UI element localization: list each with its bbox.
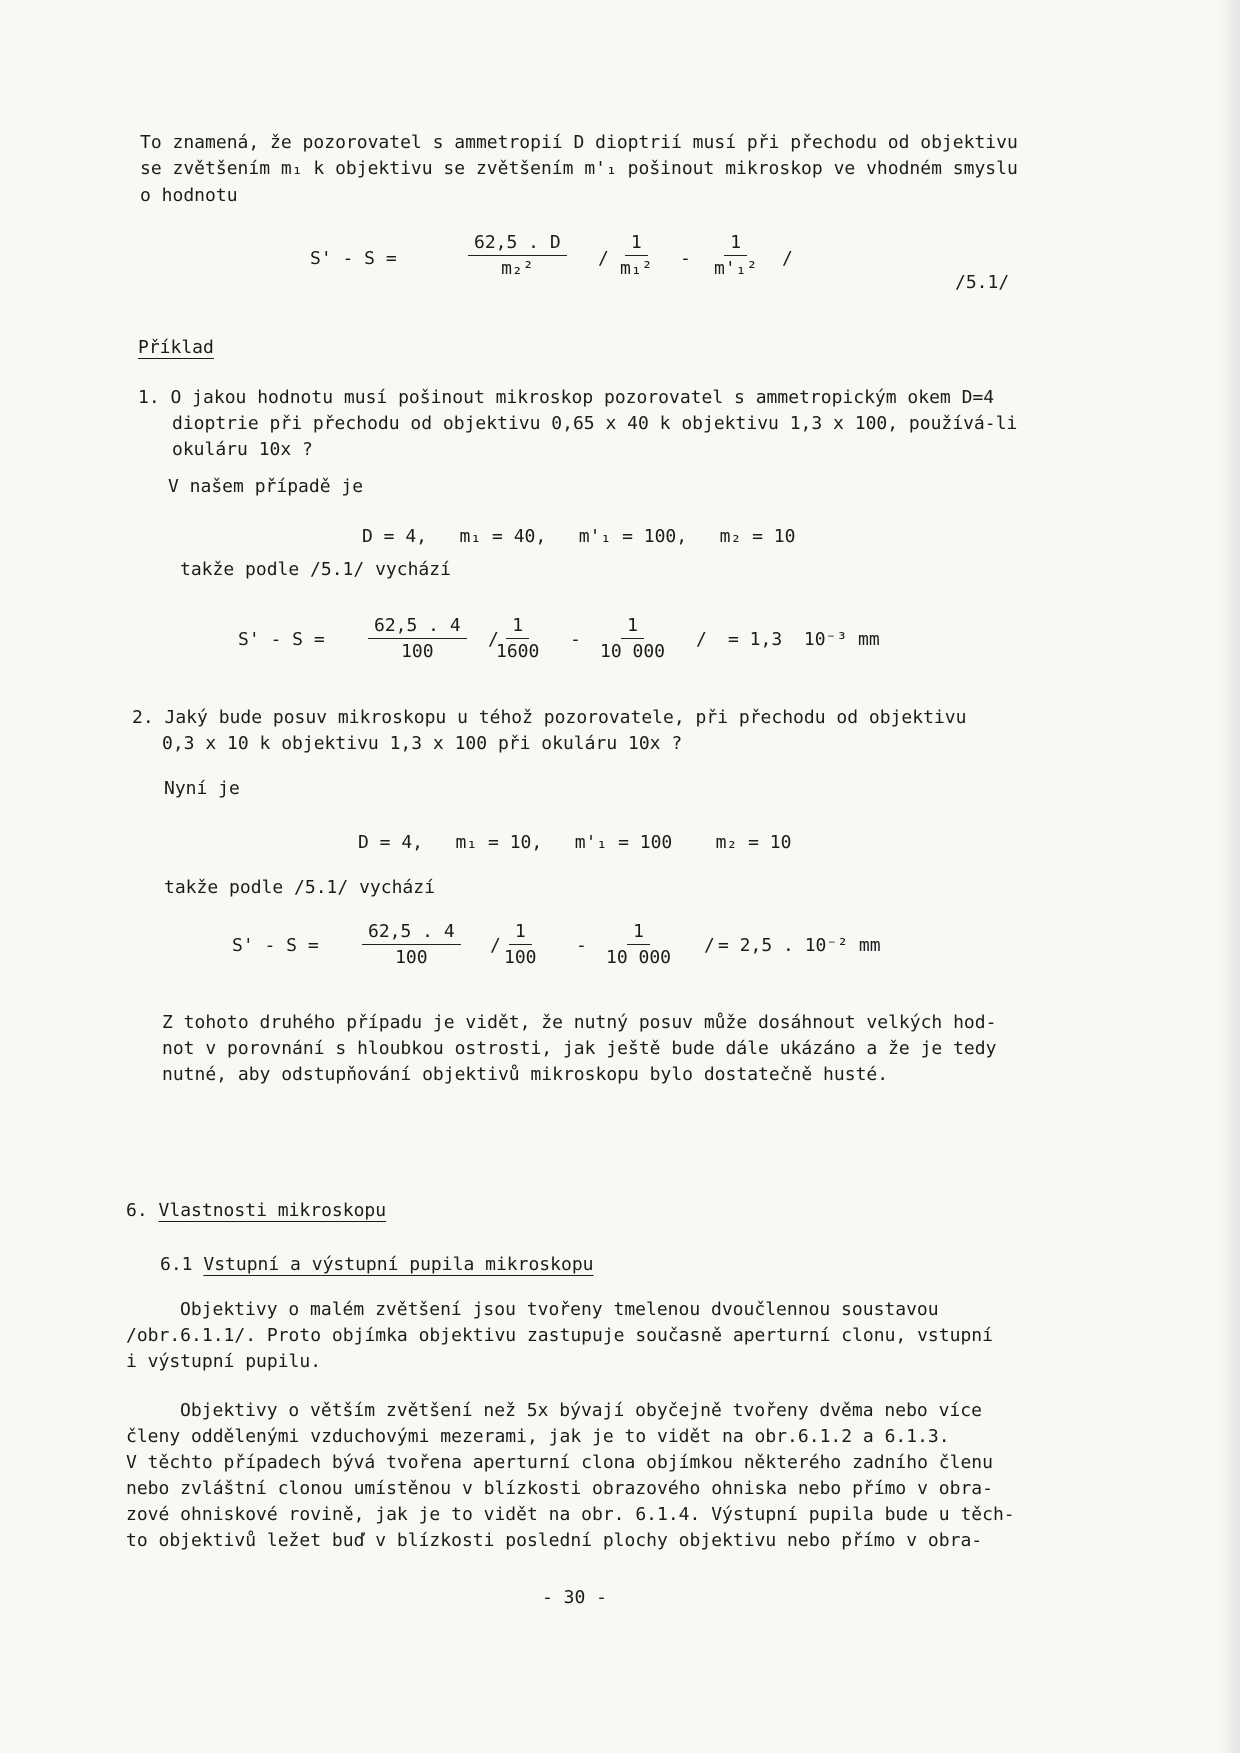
para2-line-1: Objektivy o větším zvětšení než 5x bývají obyčejně tvořeny dvěma nebo více [180, 1400, 982, 1421]
fraction-denominator: m₂² [501, 258, 534, 279]
bracket-open: / [490, 935, 501, 956]
ex2-case-intro: Nyní je [164, 778, 240, 799]
ex1-question-line-2: dioptrie při přechodu od objektivu 0,65 x 40 k objektivu 1,3 x 100, používá-li [172, 413, 1018, 434]
ex1-question-line-3: okuláru 10x ? [172, 439, 313, 460]
ex2-main-fraction [362, 921, 461, 968]
para1-line-1: Objektivy o malém zvětšení jsou tvořeny tmelenou dvoučlennou soustavou [180, 1299, 939, 1320]
ex2-question-line-1: 2. Jaký bude posuv mikroskopu u téhož pozorovatele, při přechodu od objektivu [132, 707, 967, 728]
para2-line-2: členy oddělenými vzduchovými mezerami, jak je to vidět na obr.6.1.2 a 6.1.3. [126, 1426, 950, 1447]
fraction-numerator: 1 [509, 921, 532, 945]
ex2-result: = 2,5 . 10⁻² mm [718, 935, 881, 956]
ex1-fraction-1 [496, 615, 539, 662]
formula-lhs: S' - S = [232, 935, 319, 956]
ex1-result: = 1,3 10⁻³ mm [728, 629, 880, 650]
formula-main-fraction [468, 232, 567, 279]
fraction-numerator: 62,5 . 4 [368, 615, 467, 639]
minus-sign: - [576, 935, 587, 956]
ex1-main-fraction [368, 615, 467, 662]
ex2-so: takže podle /5.1/ vychází [164, 877, 435, 898]
fraction-denominator: 10 000 [600, 641, 666, 662]
subsection-title: Vstupní a výstupní pupila mikroskopu [203, 1254, 594, 1275]
ex2-values: D = 4, m₁ = 10, m'₁ = 100 m₂ = 10 [358, 832, 792, 853]
fraction-denominator: 10 000 [606, 947, 672, 968]
intro-line-2: se zvětšením m₁ k objektivu se zvětšením m'₁ pošinout mikroskop ve vhodném smyslu [140, 158, 1018, 179]
fraction-numerator: 62,5 . D [468, 232, 567, 256]
formula-fraction-1 [620, 232, 653, 279]
formula-fraction-2 [714, 232, 757, 279]
page-number: - 30 - [542, 1587, 608, 1608]
fraction-denominator: 100 [401, 641, 434, 662]
intro-line-3: o hodnotu [140, 185, 238, 206]
intro-line-1: To znamená, že pozorovatel s ammetropií D dioptrií musí při přechodu od objektivu [140, 132, 1018, 153]
fraction-denominator: m'₁² [714, 258, 758, 279]
formula-lhs: S' - S = [238, 629, 325, 650]
ex1-so: takže podle /5.1/ vychází [180, 559, 451, 580]
conclusion-line-3: nutné, aby odstupňování objektivů mikroskopu bylo dostatečně husté. [162, 1064, 889, 1085]
ex2-fraction-2 [606, 921, 671, 968]
conclusion-line-1: Z tohoto druhého případu je vidět, že nutný posuv může dosáhnout velkých hod- [162, 1012, 997, 1033]
bracket-open: / [598, 248, 609, 269]
para1-line-2: /obr.6.1.1/. Proto objímka objektivu zastupuje současně aperturní clonu, vstupní [126, 1325, 993, 1346]
section-number: 6. [126, 1200, 148, 1221]
equation-number: /5.1/ [955, 272, 1010, 293]
fraction-denominator: m₁² [620, 258, 653, 279]
section-heading [126, 1198, 386, 1224]
ex1-values: D = 4, m₁ = 40, m'₁ = 100, m₂ = 10 [362, 526, 796, 547]
subsection-number: 6.1 [160, 1254, 193, 1275]
fraction-numerator: 62,5 . 4 [362, 921, 461, 945]
fraction-numerator: 1 [724, 232, 747, 256]
fraction-denominator: 1600 [496, 641, 540, 662]
subsection-heading [160, 1252, 594, 1278]
page-edge-shadow [1218, 0, 1240, 1753]
fraction-numerator: 1 [625, 232, 648, 256]
ex1-question-line-1: 1. O jakou hodnotu musí pošinout mikroskop pozorovatel s ammetropickým okem D=4 [138, 387, 995, 408]
ex2-fraction-1 [504, 921, 537, 968]
conclusion-line-2: not v porovnání s hloubkou ostrosti, jak ještě bude dále ukázáno a že je tedy [162, 1038, 997, 1059]
para1-line-3: i výstupní pupilu. [126, 1351, 322, 1372]
para2-line-4: nebo zvláštní clonou umístěnou v blízkosti obrazového ohniska nebo přímo v obra- [126, 1478, 993, 1499]
bracket-open: / [488, 629, 499, 650]
bracket-close: / [782, 248, 793, 269]
minus-sign: - [680, 248, 691, 269]
bracket-close: / [704, 935, 715, 956]
section-title: Vlastnosti mikroskopu [158, 1200, 387, 1221]
fraction-numerator: 1 [506, 615, 529, 639]
para2-line-6: to objektivů ležet buď v blízkosti poslední plochy objektivu nebo přímo v obra- [126, 1530, 983, 1551]
ex2-question-line-2: 0,3 x 10 k objektivu 1,3 x 100 při okuláru 10x ? [162, 733, 683, 754]
minus-sign: - [570, 629, 581, 650]
ex1-case-intro: V našem případě je [168, 476, 364, 497]
para2-line-3: V těchto případech bývá tvořena aperturní clona objímkou některého zadního členu [126, 1452, 993, 1473]
fraction-numerator: 1 [627, 921, 650, 945]
para2-line-5: zové ohniskové rovině, jak je to vidět na obr. 6.1.4. Výstupní pupila bude u těch- [126, 1504, 1015, 1525]
formula-lhs: S' - S = [310, 248, 397, 269]
bracket-close: / [696, 629, 707, 650]
fraction-numerator: 1 [621, 615, 644, 639]
ex1-fraction-2 [600, 615, 665, 662]
fraction-denominator: 100 [395, 947, 428, 968]
example-heading: Příklad [138, 337, 214, 358]
fraction-denominator: 100 [504, 947, 537, 968]
